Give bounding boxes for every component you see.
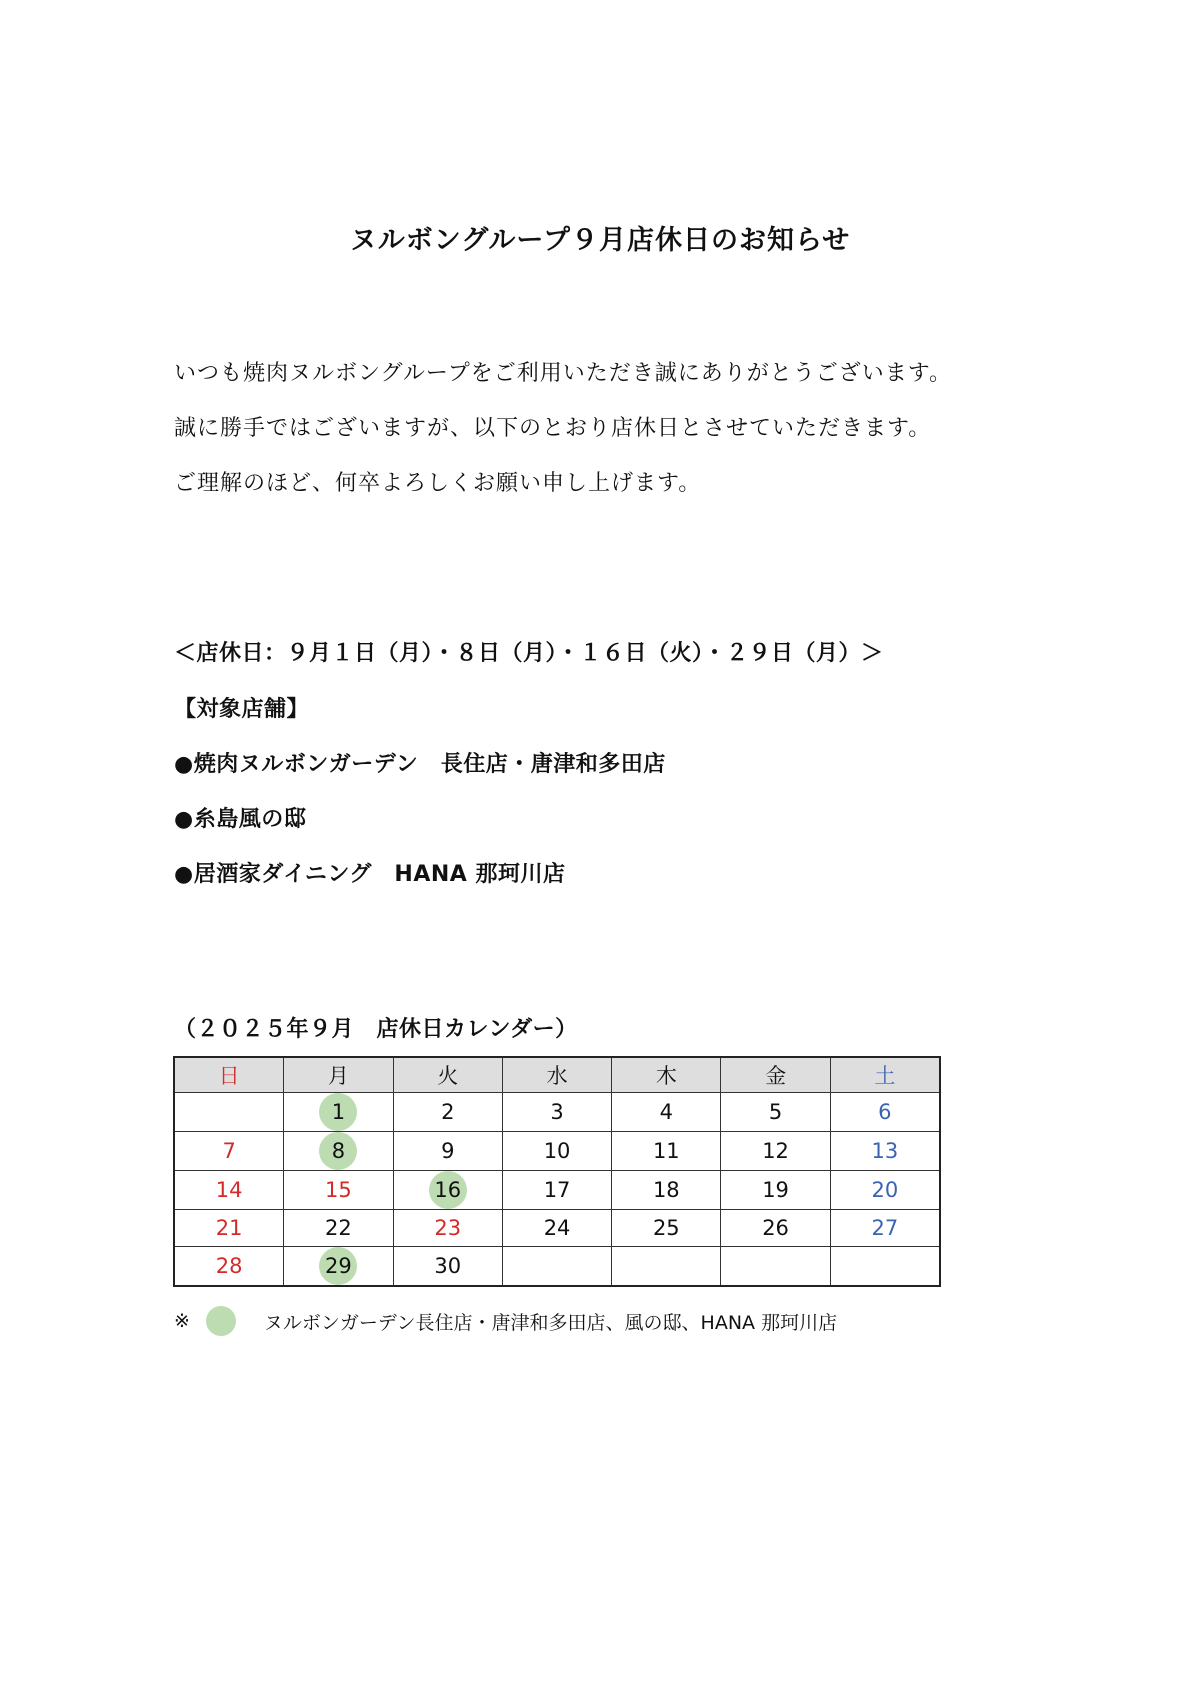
store-item: ●焼肉ヌルボンガーデン 長住店・唐津和多田店: [174, 752, 666, 777]
day-number: 9: [441, 1139, 455, 1163]
calendar-day-cell: [721, 1210, 830, 1247]
closed-day-marker: 16: [429, 1171, 467, 1209]
legend-symbol: ※: [174, 1310, 190, 1332]
calendar-day-cell: [502, 1210, 611, 1247]
closed-day-marker: 1: [319, 1093, 357, 1131]
calendar-day-cell: [721, 1171, 830, 1210]
calendar-day-cell: [830, 1247, 940, 1287]
calendar-day-cell: [502, 1171, 611, 1210]
store-item: ●居酒家ダイニング HANA 那珂川店: [174, 862, 566, 887]
weekday-header: 金: [721, 1057, 830, 1093]
calendar-week-row: [174, 1247, 940, 1287]
calendar-day-cell: [393, 1210, 502, 1247]
calendar-day-cell: [174, 1093, 284, 1132]
stores-heading: 【対象店舗】: [174, 697, 310, 722]
calendar-day-cell: [174, 1132, 284, 1171]
day-number: 2: [441, 1100, 455, 1124]
day-number: 19: [762, 1178, 789, 1202]
closed-day-marker: 29: [319, 1247, 357, 1285]
calendar-day-cell: [502, 1093, 611, 1132]
day-number: 7: [222, 1139, 236, 1163]
day-number: 15: [325, 1178, 352, 1202]
page-title: ヌルボングループ９月店休日のお知らせ: [349, 225, 851, 256]
day-number: 11: [652, 1139, 680, 1163]
day-number: 23: [434, 1216, 462, 1240]
calendar-day-cell: [174, 1171, 284, 1210]
day-number: 14: [215, 1178, 243, 1202]
intro-line-3: ご理解のほど、何卒よろしくお願い申し上げます。: [174, 471, 702, 496]
weekday-header: 火: [393, 1057, 502, 1093]
weekday-header: 水: [502, 1057, 611, 1093]
calendar-day-cell: [612, 1132, 721, 1171]
closed-marker-icon: [206, 1306, 236, 1336]
intro-line-1: いつも焼肉ヌルボングループをご利用いただき誠にありがとうございます。: [174, 361, 953, 386]
calendar-day-cell: [284, 1093, 393, 1132]
calendar-day-cell: [284, 1132, 393, 1171]
calendar-day-cell: [612, 1093, 721, 1132]
calendar-day-cell: [284, 1210, 393, 1247]
calendar-day-cell: [721, 1132, 830, 1171]
closed-day-marker: 8: [319, 1132, 357, 1170]
calendar-day-cell: [393, 1093, 502, 1132]
calendar-legend: [174, 1306, 837, 1336]
day-number: 25: [652, 1216, 680, 1240]
day-number: 26: [762, 1216, 789, 1240]
calendar-day-cell: [502, 1247, 611, 1287]
calendar-day-cell: [612, 1247, 721, 1287]
calendar-week-row: [174, 1171, 940, 1210]
weekday-header: 土: [830, 1057, 940, 1093]
calendar-day-cell: [830, 1171, 940, 1210]
calendar-day-cell: [393, 1247, 502, 1287]
day-number: 24: [543, 1216, 571, 1240]
day-number: 17: [543, 1178, 571, 1202]
closed-days-line: ＜店休日：９月１日（月）・８日（月）・１６日（火）・２９日（月）＞: [174, 641, 884, 666]
day-number: 18: [652, 1178, 680, 1202]
day-number: 4: [659, 1100, 673, 1124]
calendar-day-cell: [174, 1210, 284, 1247]
intro-line-2: 誠に勝手ではございますが、以下のとおり店休日とさせていただきます。: [174, 416, 932, 441]
calendar-day-cell: [284, 1171, 393, 1210]
holiday-calendar: [173, 1056, 941, 1287]
calendar-day-cell: [721, 1093, 830, 1132]
calendar-week-row: [174, 1093, 940, 1132]
calendar-day-cell: [830, 1132, 940, 1171]
calendar-day-cell: [830, 1093, 940, 1132]
store-item: ●糸島風の邸: [174, 807, 307, 832]
day-number: 21: [215, 1216, 243, 1240]
weekday-header: 月: [284, 1057, 393, 1093]
day-number: 27: [871, 1216, 899, 1240]
day-number: 30: [434, 1254, 462, 1278]
legend-text: ヌルボンガーデン長住店・唐津和多田店、風の邸、HANA 那珂川店: [263, 1311, 838, 1334]
calendar-week-row: [174, 1132, 940, 1171]
calendar-day-cell: [612, 1171, 721, 1210]
calendar-day-cell: [502, 1132, 611, 1171]
weekday-header: 木: [612, 1057, 721, 1093]
calendar-week-row: [174, 1210, 940, 1247]
day-number: 10: [543, 1139, 571, 1163]
calendar-day-cell: [174, 1247, 284, 1287]
calendar-header-row: [174, 1057, 940, 1093]
calendar-day-cell: [393, 1132, 502, 1171]
day-number: 20: [871, 1178, 899, 1202]
calendar-day-cell: [830, 1210, 940, 1247]
day-number: 13: [871, 1139, 899, 1163]
day-number: 12: [762, 1139, 789, 1163]
day-number: 6: [878, 1100, 892, 1124]
weekday-header: 日: [174, 1057, 284, 1093]
day-number: 3: [550, 1100, 564, 1124]
day-number: 22: [325, 1216, 352, 1240]
calendar-day-cell: [284, 1247, 393, 1287]
calendar-title: （２０２５年９月 店休日カレンダー）: [174, 1017, 578, 1042]
calendar-day-cell: [721, 1247, 830, 1287]
calendar-day-cell: [393, 1171, 502, 1210]
calendar-day-cell: [612, 1210, 721, 1247]
day-number: 5: [768, 1100, 783, 1124]
day-number: 28: [215, 1254, 243, 1278]
